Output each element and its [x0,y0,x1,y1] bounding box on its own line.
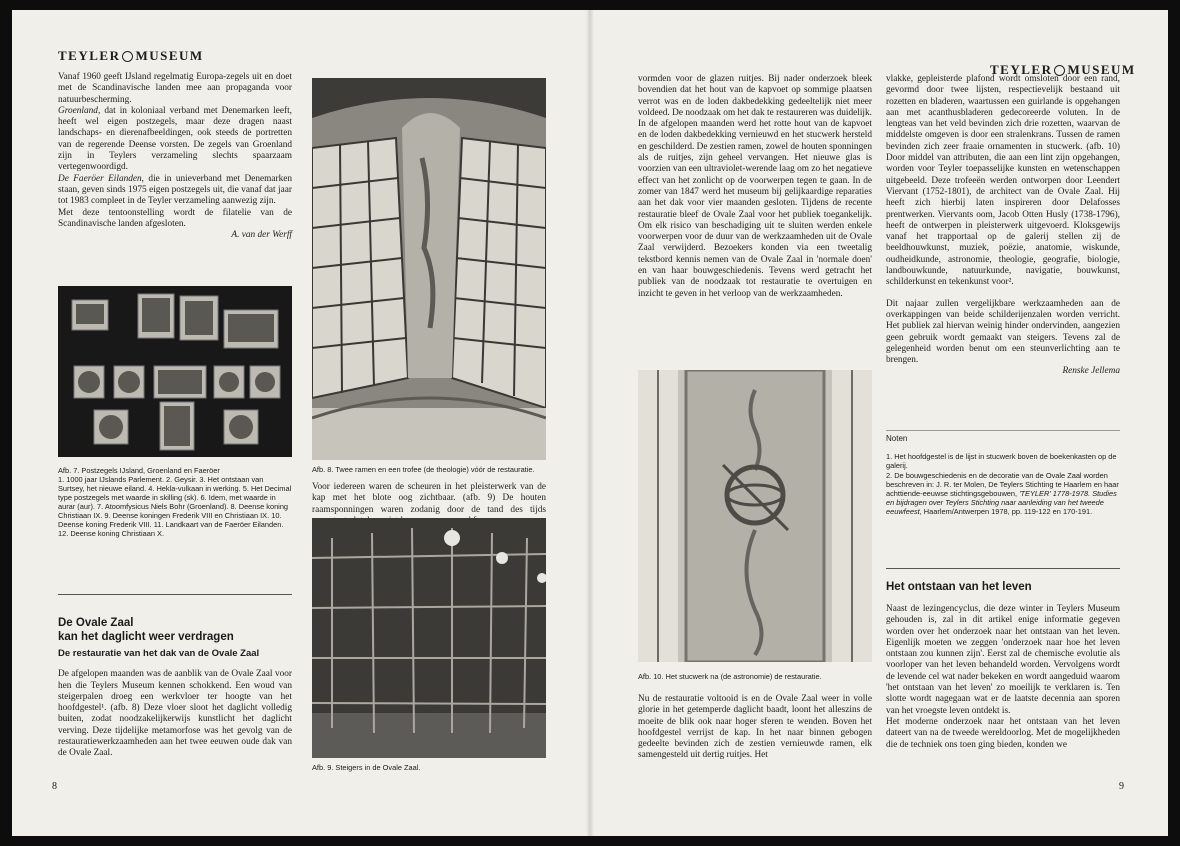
right-col2-paragraph-1: vlakke, gepleisterde plafond wordt omsloten door een rand, gevormd door twee lijsten, respectievelijk bestaand uit rozetten en bladeren, waartussen een guirlande is opgehangen aan met acanthusbladeren gedecoreerde voluten. In de lengteas van het veld bevinden zich drie rozetten, waarvan de middelste omgeven is door een stralenkrans. Tussen de ramen bevinden zich zeer fraaie ornamenten in stucwerk. (afb. 10) Door middel van attributen, die aan een lint zijn opgehangen, worden voor Teyler toepasselijke kunsten en wetenschappen uitgebeeld. Deze trofeeën werden ontworpen door Leendert Viervant (1752-1801), de architect van de Ovale Zaal. Hij heeft zich hierbij laten inspireren door Delafosses prentwerken. Viervants oom, Jacob Otten Husly (1738-1796), heeft de ontwerpen in pleisterwerk uitgevoerd. Kloksgewijs vanaf het trapportaal op de galerij stellen zij de beeldhouwkunst, muziek, poëzie, anatomie, wiskunde, oudheidkunde, astronomie, theologie, geografie, biologie, landbouwkunde, natuurkunde, navigatie, bouwkunst, schilderkunst en tekenkunst voor². [886,74,1120,288]
article-title-line-1: De Ovale Zaal [58,617,134,629]
right-page [590,10,1168,836]
stucwerk-illustration [638,370,872,662]
stamps-illustration [58,286,292,457]
stamps-photo [58,286,292,457]
right-col2-text [886,74,1120,378]
magazine-spread [12,10,1168,836]
section-divider [58,594,292,595]
article-subtitle: De restauratie van het dak van de Ovale Zaal [58,648,260,659]
notes-title: Noten [886,434,908,443]
right-col1-paragraph: vormden voor de glazen ruitjes. Bij nader onderzoek bleek bovendien dat het hout van de kapvoet op sommige plaatsen verrot was en de loden dakbedekking gedeeltelijk niet meer voldeed. De noodzaak om het dak te restaureren was duidelijk. In de afgelopen maanden werd het rotte hout van de kapvoet en de loden dakbedekking vernieuwd en het stucwerk hersteld en geschilderd. De zestien ramen, zowel de houten sponningen als de ruitjes, zijn geheel vervangen. Het nieuwe glas is voorzien van een ultraviolet-werende laag om zo het negatieve effect van het zonlicht op de voorwerpen tegen te gaan. In de zomer van 1847 werd het museum bij gelijkaardige reparaties aan het dak voor vier maanden gesloten. Tijdens de recente restauratie bleef de Ovale Zaal voor het publiek toegankelijk. Om elk risico van beschadiging uit te sluiten werden enkele voorwerpen voor de duur van de werkzaamheden uit de Ovale Zaal verwijderd. Bezoekers konden via een tweetalig tekstbord kennis nemen van de Ovale Zaal in 'normale doen' en van haar bouwgeschiedenis. Tevens werd getracht het publiek van de noodzaak tot restauratie te overtuigen en inzicht te geven in het verloop van de werkzaamheden. [638,74,872,299]
note-1: 1. Het hoofdgestel is de lijst in stucwerk boven de boekenkasten op de galerij. [886,452,1117,470]
logo-emblem-icon [122,51,133,62]
caption-afb7-body: 1. 1000 jaar IJslands Parlement. 2. Geysir. 3. Het ontstaan van Surtsey, het nieuwe eiland. 4. Hekla-vulkaan in werking. 5. Het Decimal type postzegels met waarde in skilling (sk). 6. Idem, met waarde in aurar (aur). 7. Atoomfysicus Niels Bohr (Groenland). 8. Deense koning Christiaan IX. 9. Deense koningen Frederik VIII en Christiaan IX. 10. Deense koning Frederik VIII. 11. Landkaart van de Faeröer Eilanden. 12. Deense koning Christiaan X. [58,475,292,538]
right-col1-bottom-paragraph: Nu de restauratie voltooid is en de Ovale Zaal weer in volle glorie in het getemperde daglicht baadt, loont het alleszins de moeite de blik ook naar hoger sferen te wenden. Boven het hoofdgestel verrijst de kap. In het naar binnen gebogen gedeelte bevinden zich de zestien vernieuwde ramen, elk samengesteld uit dertig ruitjes. Het [638,694,872,761]
article2-divider [886,568,1120,569]
caption-afb7-title: Afb. 7. Postzegels IJsland, Groenland en Faeröer [58,466,220,475]
left-page [12,10,590,836]
caption-afb9: Afb. 9. Steigers in de Ovale Zaal. [312,763,421,772]
scaffolding-illustration [312,518,546,758]
article2-column [886,580,1120,751]
right-col1-bottom [638,694,872,762]
intro-signature: A. van der Werff [231,230,292,241]
right-col2-paragraph-2: Dit najaar zullen vergelijkbare werkzaamheden aan de overkappingen van beide schilderijenzalen worden verricht. Het publiek zal hiervan weinig hinder ondervinden, aangezien geen gebruik wordt gemaakt van steigers. Tevens zal de gelegenheid worden benut om een steunverlichting aan te brengen. [886,298,1120,366]
notes-block [886,434,1120,517]
photo-afb10-stucwerk [638,370,872,662]
intro-column [58,72,292,241]
intro-paragraph-3: De Faeröer Eilanden, die in unieverband met Denemarken staan, geven sinds 1975 eigen postzegels uit, die vanaf dat jaar tot 1983 compleet in de Teyler verzameling aanwezig zijn. [58,173,293,207]
caption-afb8: Afb. 8. Twee ramen en een trofee (de theologie) vóór de restauratie. [312,465,535,474]
right-col1-text [638,74,872,300]
article2-paragraph-1: Naast de lezingencyclus, die deze winter in Teylers Museum gehouden is, zal in dit artikel enige informatie gegeven worden over het onderzoek naar het ontstaan van het leven. Eigenlijk moeten we zeggen 'onderzoek naar hoe het leven ontstaan zou kunnen zijn'. Eerst zal de chemische evolutie als voorloper van het leven behandeld worden. Vervolgens wordt de levende cel wat nader bekeken en wordt aangeduid waarom 'het ontstaan van het leven' zo moeilijk te verklaren is. Ten slotte wordt nagegaan wat er de laatste decennia aan sporen van het vroegste leven ontdekt is. [886,604,1120,716]
right-col2-signature: Renske Jellema [1062,366,1120,377]
photo-afb8-windows-trophy [312,78,546,460]
caption-afb10: Afb. 10. Het stucwerk na (de astronomie) de restauratie. [638,672,822,681]
article2-title: Het ontstaan van het leven [886,581,1032,593]
intro-paragraph-1: Vanaf 1960 geeft IJsland regelmatig Europa-zegels uit en doet met de Scandinavische landen mee aan propaganda voor natuurbescherming. [58,72,292,105]
page-number-right: 9 [1119,781,1124,792]
notes-divider [886,430,1120,431]
page-number-left: 8 [52,781,57,792]
article-column [58,616,292,760]
caption-afb7 [58,466,292,538]
teyler-museum-logo: TEYLER MUSEUM [58,48,204,63]
windows-illustration [312,78,546,460]
note-2: 2. De bouwgeschiedenis en de decoratie van de Ovale Zaal worden beschreven in: J. R. ter Molen, De Teylers Stichting te Haarlem en haar achttiende-eeuwse stichtingsgebouwen, 'TEYLER' 1778-1978. Studies en bijdragen over Teylers Stichting naar aanleiding van het tweede eeuwfeest, Haarlem/Antwerpen 1978, pp. 119-122 en 170-191. [886,471,1119,516]
intro-paragraph-2: Groenland, dat in koloniaal verband met Denemarken leeft, heeft wel eigen postzegels, maar deze dragen naast landschaps- en dierenafbeeldingen, ook steeds de portretten van de regerende Deense vorsten. De zegels van Groenland zijn in Teylers verzameling slechts spaarzaam vertegenwoordigd. [58,105,292,173]
article2-paragraph-2: Het moderne onderzoek naar het ontstaan van het leven dateert van na de tweede wereldoorlog. Met de mogelijkheden die de techniek ons toen ging bieden, konden we [886,716,1120,750]
article-title-line-2: kan het daglicht weer verdragen [58,631,234,643]
mid-paragraph: Voor iedereen waren de scheuren in het pleisterwerk van de kap met het blote oog zichtbaar. (afb. 9) De houten raamsponningen waren zodanig door de tand des tijds [312,482,546,515]
photo-afb9-scaffolding [312,518,546,758]
intro-paragraph-4: Met deze tentoonstelling wordt de filatelie van de Scandinavische landen afgesloten. [58,207,292,229]
teyler-museum-logo-right: TEYLER MUSEUM [990,62,1136,77]
article-body: De afgelopen maanden was de aanblik van de Ovale Zaal voor hen die Teylers Museum kennen schokkend. Een woud van steigerpalen droeg een werkvloer ter hoogte van het hoofdgestel¹. (afb. 8) Deze vloer sloot het daglicht volledig buiten, zodat noodzakelijkerwijs kunstlicht het daglicht verving. Deze tijdelijke metamorfose was het gevolg van de restauratiewerkzaamheden aan het twee eeuwen oude dak van de Ovale Zaal. [58,669,292,759]
